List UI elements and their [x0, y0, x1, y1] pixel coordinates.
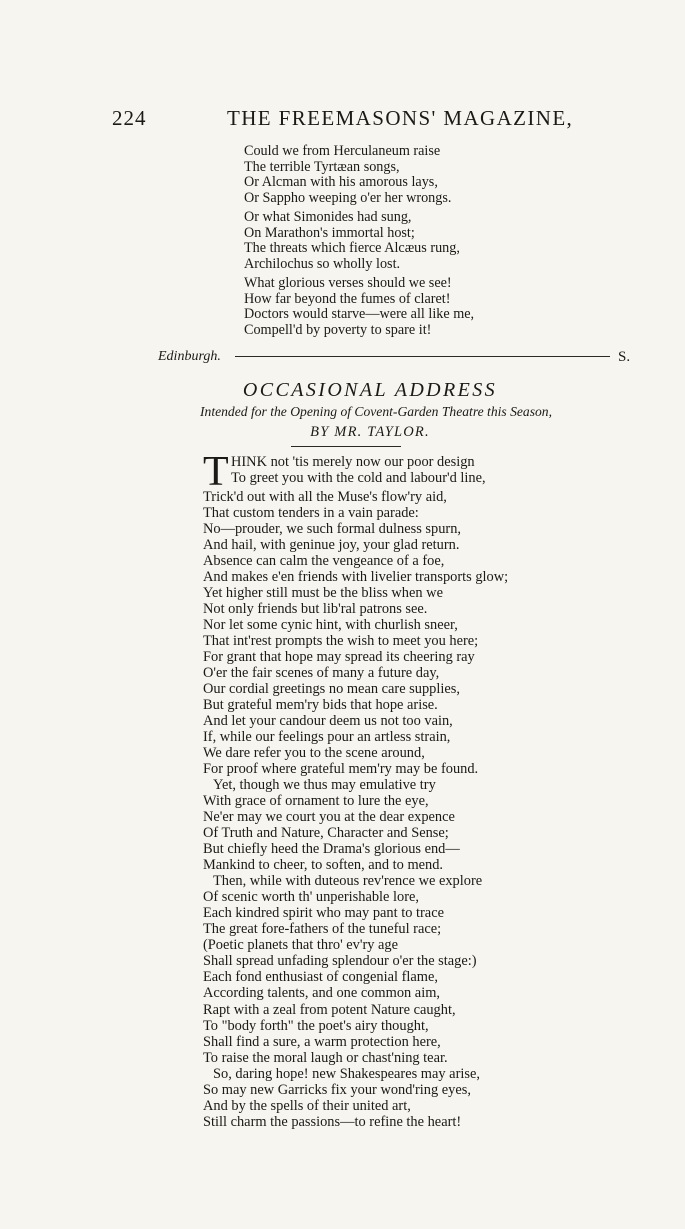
verse-line: And by the spells of their united art, [203, 1097, 411, 1114]
verse-line: Each kindred spirit who may pant to trace [203, 905, 444, 922]
verse-line: Rapt with a zeal from potent Nature caught, [203, 1001, 456, 1018]
verse-line: The terrible Tyrtæan songs, [244, 158, 400, 175]
verse-line: Nor let some cynic hint, with churlish sneer, [203, 617, 458, 634]
verse-line: So may new Garricks fix your wond'ring eyes, [203, 1081, 471, 1098]
stanza-1 [244, 144, 574, 206]
verse-line: Absence can calm the vengeance of a foe, [203, 553, 445, 570]
occasional-address-poem [203, 449, 583, 1130]
poem-title: OCCASIONAL ADDRESS [242, 379, 498, 401]
verse-line: That custom tenders in a vain parade: [203, 505, 419, 522]
verse-line: Ne'er may we court you at the dear expence [203, 809, 455, 826]
first-poem [244, 144, 574, 342]
verse-line: If, while our feelings pour an artless strain, [203, 729, 451, 746]
drop-cap: T [203, 449, 229, 495]
verse-line: Our cordial greetings no mean care supplies, [203, 681, 460, 698]
verse-line: How far beyond the fumes of claret! [244, 290, 451, 307]
verse-line: To greet you with the cold and labour'd line, [231, 470, 486, 487]
verse-line: No—prouder, we such formal dulness spurn, [203, 521, 462, 538]
verse-line: Still charm the passions—to refine the heart! [203, 1113, 462, 1130]
poem-subtitle: Intended for the Opening of Covent-Garden Theatre this Season, [200, 404, 552, 419]
verse-line: The threats which fierce Alcæus rung, [244, 240, 460, 256]
section-divider [235, 356, 610, 357]
verse-line: Trick'd out with all the Muse's flow'ry aid, [203, 489, 447, 505]
verse-line: Or Sappho weeping o'er her wrongs. [244, 189, 452, 206]
verse-line: Or Alcman with his amorous lays, [244, 174, 438, 190]
verse-line: But chiefly heed the Drama's glorious end— [203, 841, 460, 858]
verse-line: With grace of ornament to lure the eye, [203, 793, 429, 810]
verse-line: Of Truth and Nature, Character and Sense; [203, 825, 449, 842]
verse-line: For grant that hope may spread its cheering ray [203, 649, 475, 666]
verse-line: According talents, and one common aim, [203, 985, 440, 1002]
verse-line: Of scenic worth th' unperishable lore, [203, 889, 419, 906]
verse-line: To raise the moral laugh or chast'ning tear. [203, 1049, 448, 1066]
verse-line: But grateful mem'ry bids that hope arise. [203, 697, 438, 714]
verse-line: To "body forth" the poet's airy thought, [203, 1017, 429, 1034]
verse-line: Then, while with duteous rev'rence we explore [213, 873, 483, 890]
verse-line: Shall spread unfading splendour o'er the stage:) [203, 953, 477, 970]
verse-line: Could we from Herculaneum raise [244, 143, 441, 159]
verse-line: Shall find a sure, a warm protection here, [203, 1033, 441, 1050]
page-header [0, 106, 685, 136]
verse-line: Or what Simonides had sung, [244, 209, 412, 225]
verse-line: For proof where grateful mem'ry may be found. [203, 761, 479, 778]
verse-line: What glorious verses should we see! [244, 275, 452, 291]
verse-line: Each fond enthusiast of congenial flame, [203, 969, 438, 986]
page-number: 224 [112, 106, 147, 130]
verse-line: Yet higher still must be the bliss when we [203, 585, 443, 602]
verse-line: HINK not 'tis merely now our poor design [231, 454, 475, 470]
verse-line: On Marathon's immortal host; [244, 224, 415, 241]
stanza-2 [244, 210, 574, 272]
signature-row [0, 349, 685, 369]
verse-line: Not only friends but lib'ral patrons see. [203, 601, 428, 618]
signature-place: Edinburgh. [158, 349, 221, 364]
running-title: THE FREEMASONS' MAGAZINE, [227, 106, 574, 130]
verse-line: (Poetic planets that thro' ev'ry age [203, 937, 398, 954]
verse-line: So, daring hope! new Shakespeares may arise, [213, 1065, 480, 1082]
signature-initial: S. [618, 349, 631, 365]
verse-line: Yet, though we thus may emulative try [213, 777, 436, 794]
verse-line: And makes e'en friends with livelier transports glow; [203, 569, 509, 586]
verse-line: Archilochus so wholly lost. [244, 255, 401, 272]
verse-line: That int'rest prompts the wish to meet you here; [203, 633, 479, 650]
verse-line: And let your candour deem us not too vain, [203, 713, 453, 730]
verse-line: Mankind to cheer, to soften, and to mend. [203, 857, 444, 874]
verse-line: O'er the fair scenes of many a future day, [203, 665, 440, 682]
verse-line: We dare refer you to the scene around, [203, 745, 425, 762]
author-underline [291, 446, 401, 447]
verse-line: The great fore-fathers of the tuneful race; [203, 921, 442, 938]
verse-line: Compell'd by poverty to spare it! [244, 321, 432, 338]
verse-line: Doctors would starve—were all like me, [244, 306, 475, 322]
stanza-3 [244, 276, 574, 338]
verse-line: And hail, with geninue joy, your glad return. [203, 537, 460, 554]
poem-author: BY MR. TAYLOR. [310, 424, 430, 440]
